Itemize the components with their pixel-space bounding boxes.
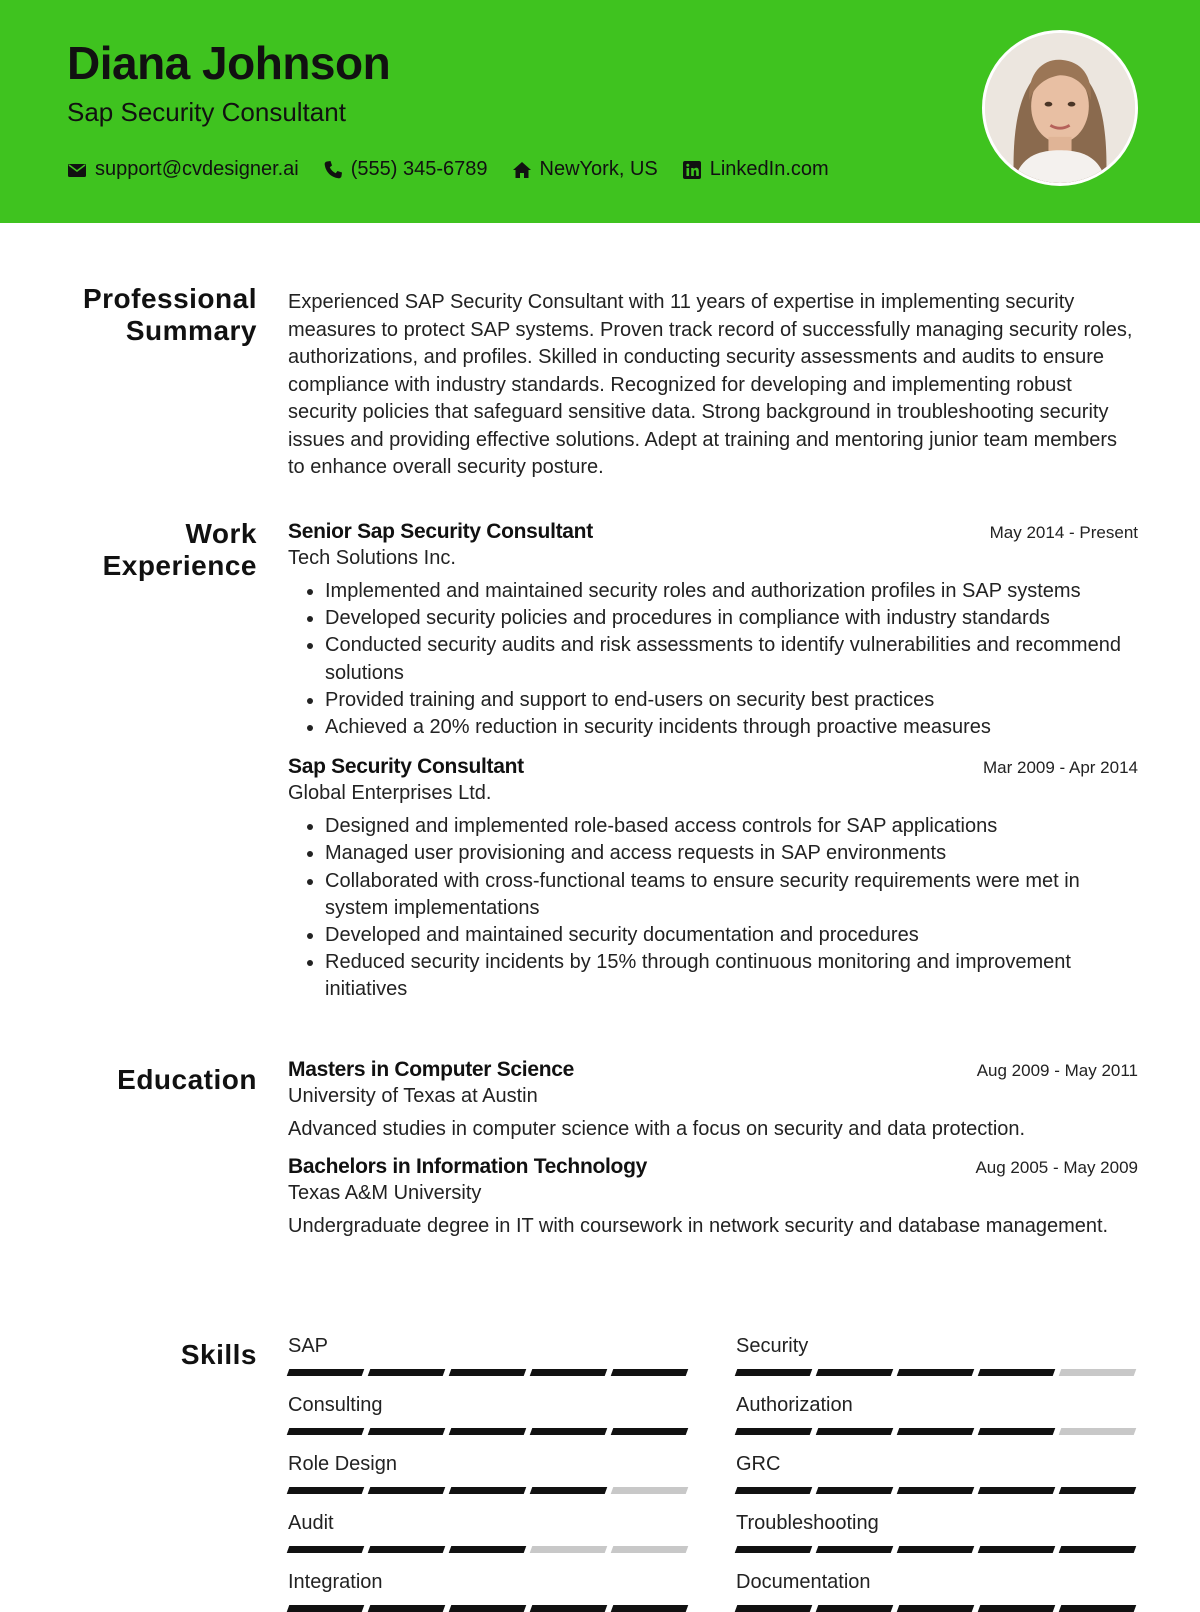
skill-item [736,1335,1138,1376]
envelope-icon [67,160,87,180]
skill-level-bar [736,1428,1138,1435]
contact-linkedin[interactable] [682,158,829,181]
job-bullets [288,813,1138,1003]
skill-level-segment [816,1605,894,1612]
contact-location[interactable] [512,158,658,181]
job-bullet: • Managed user provisioning and access requests in SAP environments [325,840,1138,867]
skill-level-segment [449,1605,527,1612]
job-entry [288,755,1138,1003]
portrait-illustration [985,33,1135,183]
skill-level-bar [288,1428,690,1435]
skill-name: Audit [288,1512,334,1534]
skill-level-bar [288,1546,690,1553]
skill-level-segment [449,1428,527,1435]
skill-level-segment [287,1369,365,1376]
job-bullet: • Developed security policies and procedures in compliance with industry standards [325,605,1138,632]
skill-level-segment [530,1546,608,1553]
skill-level-segment [287,1428,365,1435]
education-dates: Aug 2005 - May 2009 [975,1158,1138,1177]
school-name: University of Texas at Austin [288,1085,538,1107]
skills-heading: Skills [180,1339,257,1370]
profile-photo [982,30,1138,186]
skill-name: Authorization [736,1394,853,1416]
contact-linkedin-text: LinkedIn.com [709,158,829,180]
job-bullet: • Designed and implemented role-based access controls for SAP applications [325,813,1138,840]
skill-level-segment [1059,1605,1137,1612]
skill-level-segment [735,1605,813,1612]
experience-heading: Work Experience [102,518,257,581]
skill-level-segment [287,1487,365,1494]
skill-level-segment [287,1605,365,1612]
education-heading: Education [117,1064,257,1095]
skill-level-segment [530,1428,608,1435]
skills-grid [288,1335,1138,1612]
job-bullet: • Developed and maintained security documentation and procedures [325,922,1138,949]
skill-level-segment [816,1546,894,1553]
skill-item [288,1571,690,1612]
skill-level-segment [897,1546,975,1553]
skill-item [288,1512,690,1553]
education-dates: Aug 2009 - May 2011 [976,1061,1138,1080]
summary-heading: Professional Summary [82,283,257,346]
education-entry [288,1155,1138,1238]
skill-name: Role Design [288,1453,397,1475]
skill-name: Troubleshooting [736,1512,879,1534]
job-title: Senior Sap Security Consultant [288,520,593,543]
job-bullet: • Provided training and support to end-users on security best practices [325,687,1138,714]
skill-level-segment [816,1487,894,1494]
job-dates: Mar 2009 - Apr 2014 [983,758,1138,778]
job-bullets [288,578,1138,741]
skill-name: Documentation [736,1571,871,1593]
skill-item [288,1335,690,1376]
job-bullet: • Conducted security audits and risk assessments to identify vulnerabilities and recommend solutions [325,632,1138,686]
education-description: Undergraduate degree in IT with coursework in network security and database management. [288,1215,1109,1237]
skill-level-segment [611,1487,689,1494]
skill-level-segment [897,1487,975,1494]
skill-level-segment [816,1369,894,1376]
skill-level-segment [816,1428,894,1435]
job-bullet: • Reduced security incidents by 15% through continuous monitoring and improvement initiatives [325,949,1138,1003]
skill-level-segment [368,1605,446,1612]
skill-level-segment [368,1369,446,1376]
skill-level-segment [287,1546,365,1553]
skill-level-segment [449,1546,527,1553]
job-company: Tech Solutions Inc. [288,547,456,569]
phone-icon [323,160,343,180]
candidate-name: Diana Johnson [67,37,391,89]
contact-phone-text: (555) 345-6789 [350,158,488,180]
degree-title: Bachelors in Information Technology [288,1155,647,1178]
home-icon [512,160,532,180]
skill-name: Security [736,1335,809,1357]
skill-level-segment [735,1369,813,1376]
skill-level-bar [288,1605,690,1612]
skill-name: GRC [736,1453,781,1475]
contact-bar [67,158,853,181]
skill-level-segment [611,1546,689,1553]
skill-level-segment [897,1428,975,1435]
skill-item [736,1512,1138,1553]
resume-header [0,0,1200,223]
skill-level-segment [978,1428,1056,1435]
skill-level-segment [897,1605,975,1612]
skill-level-segment [978,1369,1056,1376]
candidate-title: Sap Security Consultant [67,97,346,127]
skill-level-bar [288,1487,690,1494]
skill-level-segment [368,1428,446,1435]
skill-name: SAP [288,1335,329,1357]
job-bullet: • Implemented and maintained security roles and authorization profiles in SAP systems [325,578,1138,605]
skill-item [288,1453,690,1494]
skill-level-segment [611,1428,689,1435]
skill-item [736,1571,1138,1612]
skill-item [736,1453,1138,1494]
skill-level-segment [449,1487,527,1494]
skill-item [736,1394,1138,1435]
skill-level-segment [1059,1546,1137,1553]
skill-level-segment [978,1605,1056,1612]
skill-level-segment [978,1546,1056,1553]
skill-level-segment [1059,1428,1137,1435]
summary-text: Experienced SAP Security Consultant with 11 years of expertise in implementing security measures to protect SAP systems. Proven track record of successfully managing security roles, authorizations, and profiles. Skilled in conducting security assessments and audits to ensure compliance with industry standards. Recognized for developing and implementing robust security policies that safeguard sensitive data. Strong background in troubleshooting security issues and providing effective solutions. Adept at training and mentoring junior team members to enhance overall security posture. [288,291,1133,478]
skill-level-segment [368,1546,446,1553]
job-company: Global Enterprises Ltd. [288,782,492,805]
job-bullet: • Achieved a 20% reduction in security incidents through proactive measures [325,714,1138,741]
school-name: Texas A&M University [288,1182,482,1204]
skill-level-bar [736,1369,1138,1376]
job-entry [288,520,1138,741]
skill-level-segment [735,1487,813,1494]
job-title: Sap Security Consultant [288,755,524,779]
skill-level-segment [449,1369,527,1376]
skill-level-segment [368,1487,446,1494]
skill-item [288,1394,690,1435]
education-description: Advanced studies in computer science with a focus on security and data protection. [288,1118,1026,1140]
job-dates: May 2014 - Present [989,523,1138,542]
skill-level-segment [530,1605,608,1612]
degree-title: Masters in Computer Science [288,1058,574,1081]
skill-name: Integration [288,1571,383,1593]
skill-level-segment [735,1546,813,1553]
contact-email-text: support@cvdesigner.ai [95,158,299,180]
education-entry [288,1058,1138,1141]
skill-level-segment [611,1605,689,1612]
skill-level-segment [897,1369,975,1376]
linkedin-icon [682,160,702,180]
contact-location-text: NewYork, US [539,158,658,180]
skill-level-bar [736,1546,1138,1553]
skill-level-bar [736,1487,1138,1494]
contact-email[interactable] [67,158,299,181]
skill-level-segment [1059,1487,1137,1494]
contact-phone[interactable] [323,158,488,181]
skill-level-bar [288,1369,690,1376]
skill-level-segment [530,1487,608,1494]
skill-level-bar [736,1605,1138,1612]
skill-level-segment [978,1487,1056,1494]
skill-level-segment [735,1428,813,1435]
skill-level-segment [611,1369,689,1376]
job-bullet: • Collaborated with cross-functional teams to ensure security requirements were met in system implementations [325,868,1138,922]
skill-level-segment [1059,1369,1137,1376]
skill-level-segment [530,1369,608,1376]
skill-name: Consulting [288,1394,383,1416]
